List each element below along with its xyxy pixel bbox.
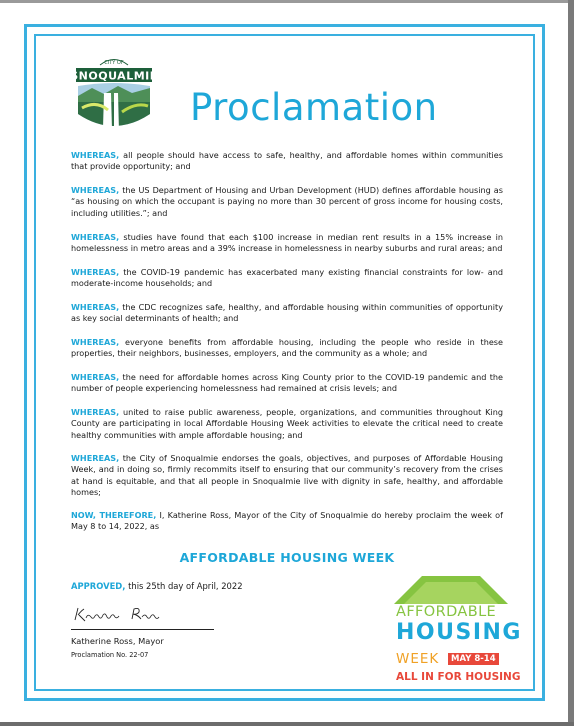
clause-lead: WHEREAS, xyxy=(71,232,120,242)
approval-text: this 25th day of April, 2022 xyxy=(125,581,243,591)
whereas-clause xyxy=(71,185,503,219)
whereas-clause xyxy=(71,232,503,255)
snoqualmie-falls-logo-icon xyxy=(74,52,154,138)
signature-icon xyxy=(72,604,162,626)
signature-line xyxy=(71,629,214,630)
clause-lead: WHEREAS, xyxy=(71,302,120,312)
logo-line-housing: HOUSING xyxy=(396,620,522,645)
clause-text: the US Department of Housing and Urban Development (HUD) defines affordable housing as “as housing on which the occupant is paying no more than 30 percent of gross income for housing costs, including utilities.”; and xyxy=(71,185,503,218)
logo-tagline: ALL IN FOR HOUSING xyxy=(396,671,521,683)
clause-text: all people should have access to safe, healthy, and affordable homes within communities that provide opportunity; and xyxy=(71,150,503,172)
svg-text:SNOQUALMIE: SNOQUALMIE xyxy=(74,69,154,83)
mayor-signature xyxy=(72,604,162,626)
page-edge xyxy=(0,0,574,3)
whereas-clause xyxy=(71,337,503,360)
clause-lead: WHEREAS, xyxy=(71,150,120,160)
clause-text: everyone benefits from affordable housing, including the people who reside in these properties, their neighbors, businesses, employers, and the community as a whole; and xyxy=(71,337,503,359)
logo-line-affordable: AFFORDABLE xyxy=(396,604,497,620)
proclamation-number: Proclamation No. 22-07 xyxy=(71,651,149,659)
whereas-clause xyxy=(71,407,503,441)
approval-lead: APPROVED, xyxy=(71,581,126,591)
clause-text: the COVID-19 pandemic has exacerbated many existing financial constraints for low- and moderate-income households; and xyxy=(71,267,503,289)
clause-lead: WHEREAS, xyxy=(71,453,120,463)
whereas-clause xyxy=(71,372,503,395)
clause-text: studies have found that each $100 increase in median rent results in a 15% increase in homelessness in metro areas and a 39% increase in homelessness in nearby suburbs and rural areas; and xyxy=(71,232,503,254)
whereas-clause xyxy=(71,150,503,173)
page-edge xyxy=(568,0,574,726)
whereas-clause xyxy=(71,267,503,290)
clause-lead: WHEREAS, xyxy=(71,337,120,347)
logo-line-week: WEEK xyxy=(396,651,440,667)
clause-lead: WHEREAS, xyxy=(71,372,120,382)
clause-text: the need for affordable homes across King County prior to the COVID-19 pandemic and the number of people experiencing homelessness had remained at crisis levels; and xyxy=(71,372,503,394)
clause-lead: WHEREAS, xyxy=(71,185,120,195)
affordable-housing-week-heading: AFFORDABLE HOUSING WEEK xyxy=(179,550,395,565)
clause-text: I, Katherine Ross, Mayor of the City of Snoqualmie do hereby proclaim the week of May 8 to 14, 2022, as xyxy=(71,510,503,532)
svg-text:CITY OF: CITY OF xyxy=(104,60,124,66)
whereas-clause xyxy=(71,453,503,499)
signer-name: Katherine Ross, Mayor xyxy=(71,636,164,646)
clause-text: united to raise public awareness, people, organizations, and communities throughout King County are participating in local Affordable Housing Week activities to elevate the critical need to create healthy communities with ample affordable housing; and xyxy=(71,407,503,440)
clause-lead: NOW, THEREFORE, xyxy=(71,510,157,520)
now-therefore-clause xyxy=(71,510,503,533)
clause-text: the CDC recognizes safe, healthy, and affordable housing within communities of opportunity as key social determinants of health; and xyxy=(71,302,503,324)
page-edge xyxy=(0,722,574,726)
house-roof-icon xyxy=(394,576,508,604)
clause-text: the City of Snoqualmie endorses the goals, objectives, and purposes of Affordable Housing Week, and in doing so, firmly recommits itself to ensuring that our community’s recovery from the crises at hand is equitable, and that all people in Snoqualmie live with dignity in safe, healthy, and affordable homes; xyxy=(71,453,503,498)
whereas-clause xyxy=(71,302,503,325)
clause-lead: WHEREAS, xyxy=(71,267,120,277)
city-logo xyxy=(74,52,154,138)
affordable-housing-week-logo xyxy=(392,576,522,688)
page-title: Proclamation xyxy=(190,86,438,129)
logo-dates-badge: MAY 8-14 xyxy=(448,653,499,665)
clause-lead: WHEREAS, xyxy=(71,407,120,417)
approval-line xyxy=(71,581,243,591)
